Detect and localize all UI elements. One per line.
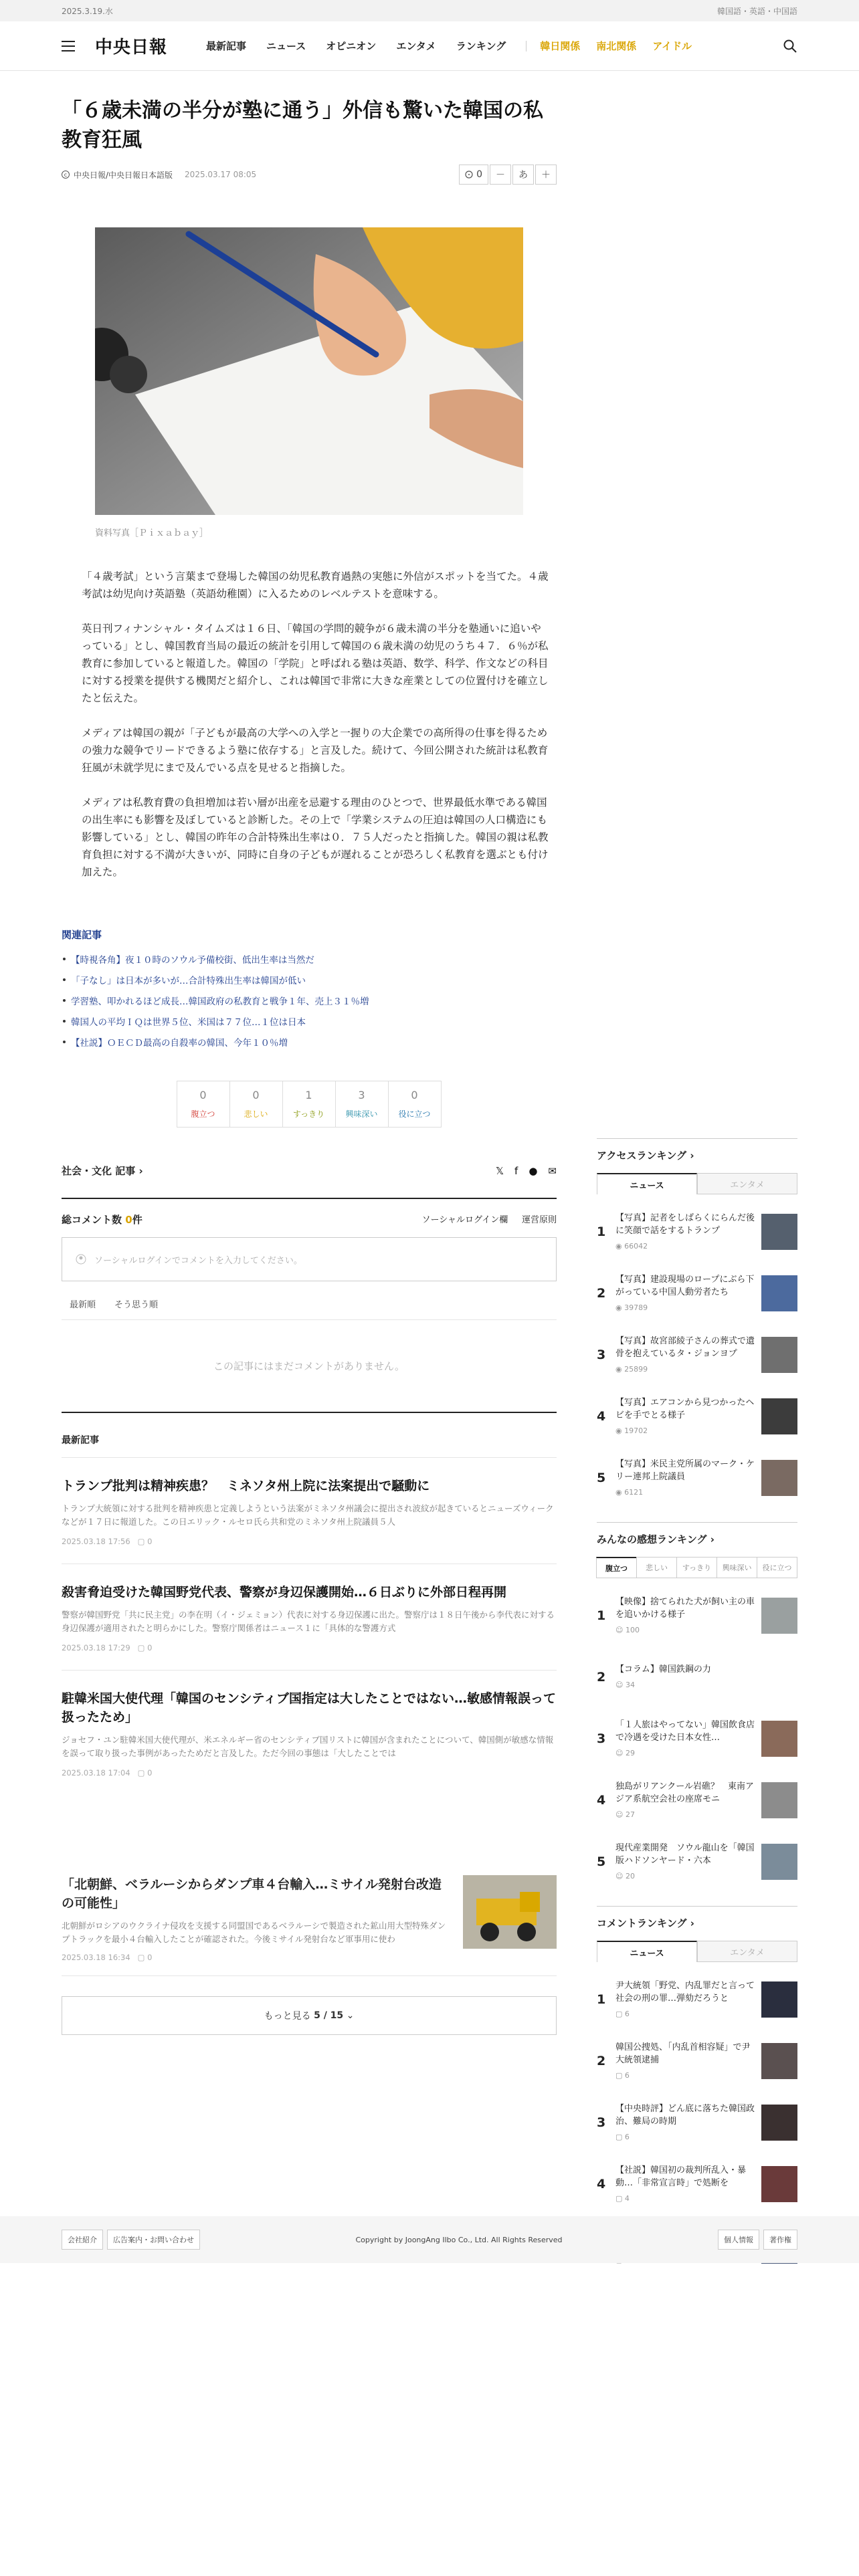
nav-divider (526, 41, 527, 51)
ranking-item[interactable]: 4 独島がリアンクール岩礁？ 東南アジア系航空会社の座席モニ ☺ 27 (597, 1769, 797, 1831)
ranking-thumbnail (761, 1721, 797, 1757)
reaction-label: 腹立つ (191, 1109, 215, 1119)
related-articles (62, 928, 557, 1049)
emotion-ranking-list (597, 1585, 797, 1893)
ranking-thumbnail (761, 1398, 797, 1434)
company-info-link[interactable]: 会社紹介 (62, 2230, 103, 2250)
article-photo (95, 227, 523, 515)
child-writing-image (95, 227, 523, 515)
latest-info: 2025.03.18 17:56 ▢ 0 (62, 1537, 153, 1546)
latest-desc: トランプ大統領に対する批判を精神疾患と定義しようという法案がミネソタ州議会に提出され波紋が起きているとニューズウィークなどが１７日に報道した。この日エリック・ルセロ氏ら共和党のミネソタ州上院議員５人 (62, 1503, 554, 1527)
tab-news[interactable]: ニュース (597, 1941, 697, 1962)
ranking-item[interactable]: 2 【写真】建設現場のロープにぶら下がっている中国人動労者たち ◉ 39789 (597, 1263, 797, 1324)
access-ranking-title[interactable]: アクセスランキング › (597, 1138, 797, 1162)
ranking-thumbnail (761, 1214, 797, 1250)
reaction-label: 悲しい (244, 1109, 268, 1119)
comment-icon (465, 171, 473, 179)
sidebar (597, 1138, 797, 2276)
ranking-thumbnail (761, 1981, 797, 2018)
sort-newest[interactable]: 最新順 (70, 1300, 96, 1310)
menu-icon[interactable] (62, 41, 75, 51)
nav-ranking[interactable]: ランキング (456, 40, 506, 52)
tab-interesting[interactable]: 興味深い (717, 1557, 757, 1578)
article-column (62, 71, 557, 2035)
comment-sort-tabs (62, 1297, 557, 1320)
feature-info: 2025.03.18 16:34 ▢ 0 (62, 1953, 153, 1962)
feature-desc: 北朝鮮がロシアのウクライナ侵攻を支援する同盟国であるベラルーシで製造された鉱山用大型特殊ダンプトラックを最小４台輸入したことが確認された。今後ミサイル発射台など軍事用に使わ (62, 1921, 446, 1944)
reaction-helpful[interactable] (388, 1081, 442, 1128)
tab-refreshing[interactable]: すっきり (676, 1557, 717, 1578)
related-link[interactable]: 学習塾、叩かれるほど成長…韓国政府の私教育と戦争１年、売上３１％増 (62, 994, 557, 1007)
facebook-share-icon[interactable]: f (514, 1164, 518, 1177)
ranking-thumbnail (761, 1844, 797, 1880)
comment-ranking-title[interactable]: コメントランキング › (597, 1906, 797, 1930)
tab-entertainment[interactable]: エンタメ (697, 1173, 797, 1194)
font-decrease-button[interactable]: － (490, 165, 511, 185)
user-icon (76, 1254, 86, 1265)
byline (62, 169, 256, 181)
mail-share-icon[interactable]: ✉ (548, 1164, 557, 1177)
reaction-label: すっきり (292, 1109, 325, 1119)
reaction-count: 0 (199, 1089, 207, 1101)
comments-header (62, 1198, 557, 1226)
comment-ranking-tabs (597, 1941, 797, 1962)
nav-korea-japan[interactable]: 韓日関係 (540, 40, 581, 52)
chevron-down-icon: ⌄ (346, 2010, 355, 2021)
reaction-count: 0 (411, 1089, 418, 1101)
reaction-count: 0 (252, 1089, 260, 1101)
article-meta (62, 165, 557, 185)
latest-item[interactable] (62, 1458, 557, 1564)
emotion-ranking-title[interactable]: みんなの感想ランキング › (597, 1522, 797, 1546)
footer-links-right (718, 2230, 797, 2250)
article-tools (459, 165, 557, 185)
font-increase-button[interactable]: ＋ (535, 165, 557, 185)
rules-link[interactable]: 運営原則 (521, 1215, 557, 1225)
site-header (0, 21, 859, 71)
nav-latest[interactable]: 最新記事 (206, 40, 247, 52)
ranking-thumbnail (761, 2105, 797, 2141)
social-login-label[interactable]: ソーシャルログイン欄 (421, 1215, 508, 1225)
related-link[interactable]: 【社説】ＯＥＣＤ最高の自殺率の韓国、今年１０％増 (62, 1035, 557, 1049)
latest-desc: 警察が韓国野党「共に民主党」の李在明（イ・ジェミョン）代表に対する身辺保護に出た。警察庁は１８日午後から李代表に対する身辺保護が適用されたと明らかにした。警察庁関係者はニュース１に「具体的な警護方式 (62, 1610, 555, 1633)
publish-date: 2025.03.17 08:05 (185, 170, 257, 179)
load-more-button[interactable]: もっと見る 5 / 15 ⌄ (62, 1996, 557, 2035)
emotion-tabs (597, 1557, 797, 1578)
ranking-item[interactable]: 2 韓国公捜処、「内乱首相容疑」で尹大統領逮捕 ▢ 6 (597, 2030, 797, 2092)
ranking-thumbnail (761, 2166, 797, 2202)
share-buttons (496, 1165, 557, 1177)
x-share-icon[interactable]: 𝕏 (495, 1164, 504, 1177)
page-indicator: 5 / 15 (314, 2010, 344, 2021)
tab-sad[interactable]: 悲しい (636, 1557, 677, 1578)
ranking-item[interactable]: 5 現代産業開発 ソウル龍山を「韓国版ハドソンヤード・六本 ☺ 20 (597, 1831, 797, 1893)
tab-angry[interactable]: 腹立つ (596, 1557, 637, 1578)
related-title: 関連記事 (62, 929, 102, 941)
ranking-item[interactable]: 1 尹大統領「野党、内乱罪だと言って社会の刑の罪…弾劾だろうと ▢ 6 (597, 1969, 797, 2030)
tool-comment-count: 0 (476, 169, 482, 180)
site-footer (0, 2216, 859, 2263)
copyright-text: Copyright by JoongAng Ilbo Co., Ltd. All Rights Reserved (355, 2235, 563, 2244)
ranking-thumbnail (761, 1598, 797, 1634)
ranking-item[interactable]: 1 【映像】捨てられた犬が飼い主の車を追いかける様子 ☺ 100 (597, 1585, 797, 1646)
article-paragraph: メディアは韓国の親が「子どもが最高の大学への入学と一握りの大企業での高所得の仕事を得るための強力な競争でリードできるよう塾に依存する」と言及した。続けて、今回公開された統計は私教育狂風が未就学児にまで及んでいる点を見せると指摘した。 (82, 727, 549, 774)
latest-item[interactable] (62, 1671, 557, 1795)
reaction-angry[interactable] (177, 1081, 230, 1128)
ranking-item[interactable]: 4 【社説】韓国初の裁判所乱入・暴動…「非常宣言時」で処断を ▢ 4 (597, 2153, 797, 2215)
tab-entertainment[interactable]: エンタメ (697, 1941, 797, 1962)
comments-count: 0 (125, 1214, 132, 1226)
section-link[interactable]: 社会・文化 記事 › (62, 1165, 143, 1177)
nav-entertainment[interactable]: エンタメ (396, 40, 436, 52)
comment-input[interactable] (62, 1237, 557, 1281)
reaction-sad[interactable] (229, 1081, 283, 1128)
copyright-link[interactable]: 著作権 (763, 2230, 797, 2250)
ranking-thumbnail (761, 1460, 797, 1496)
ranking-item[interactable]: 1 【写真】記者をしばらくにらんだ後に笑顔で話をするトランプ ◉ 66042 (597, 1201, 797, 1263)
ranking-item[interactable]: 3 【写真】故宮部綾子さんの葬式で遺骨を抱えているタ・ジョンヨプ ◉ 25899 (597, 1324, 797, 1386)
sort-agree[interactable]: そう思う順 (114, 1300, 159, 1310)
article-paragraph: 英日刊フィナンシャル・タイムズは１６日、「韓国の学問的競争が６歳未満の半分を塾通いに追いやっている」とし、韓国教育当局の最近の統計を引用して韓国の６歳未満の幼児のうち４７．６％が私教育に参加していると報道した。韓国の「学院」と呼ばれる塾は英語、数学、科学、作文などの科目に対する授業を提供する機関だと紹介し、これは韓国で非常に大きな産業としての位置付けを確立したと伝えた。 (82, 623, 549, 704)
language-links[interactable]: 韓国語・英語・中国語 (717, 6, 797, 16)
feature-headline[interactable]: 「北朝鮮、ベラルーシからダンプ車４台輸入…ミサイル発射台改造の可能性」 (62, 1877, 442, 1911)
access-ranking-list (597, 1201, 797, 1509)
section-bar (62, 1164, 557, 1187)
font-label: あ (512, 165, 534, 185)
tab-news[interactable]: ニュース (597, 1173, 697, 1194)
comment-count-button[interactable] (459, 165, 488, 185)
ranking-thumbnail (761, 2043, 797, 2079)
feature-article[interactable] (62, 1875, 557, 1976)
ranking-item[interactable]: 2 【コラム】韓国鉄鋼の力 ☺ 34 (597, 1665, 711, 1689)
nav-idol[interactable]: アイドル (652, 40, 692, 52)
search-icon[interactable] (783, 39, 797, 53)
comment-links (421, 1212, 557, 1226)
current-date: 2025.3.19.水 (62, 6, 113, 16)
dump-truck-image[interactable] (463, 1875, 557, 1949)
ranking-thumbnail (761, 1275, 797, 1311)
main-nav (206, 39, 708, 53)
nav-news[interactable]: ニュース (266, 40, 306, 52)
ad-contact-link[interactable]: 広告案内・お問い合わせ (107, 2230, 200, 2250)
latest-info: 2025.03.18 17:04 ▢ 0 (62, 1768, 153, 1778)
nav-north-south[interactable]: 南北関係 (596, 40, 637, 52)
latest-desc: ジョセフ・ユン駐韓米国大使代理が、米エネルギー省のセンシティブ国リストに韓国が含まれたことについて、韓国側が敏感な情報を誤って取り扱った事例があったためだと言及した。ただ今回の事態は「大したことでは (62, 1735, 554, 1758)
latest-headline[interactable]: 駐韓米国大使代理「韓国のセンシティブ国指定は大したことではない…敏感情報誤って扱ったため」 (62, 1691, 557, 1725)
article-headline: 「６歳未満の半分が塾に通う」外信も驚いた韓国の私教育狂風 (62, 99, 543, 152)
ranking-item[interactable]: 3 【中央時評】どん底に落ちた韓国政治、難局の時期 ▢ 6 (597, 2092, 797, 2153)
comments-title: 総コメント数 0件 (62, 1214, 142, 1226)
reaction-count: 3 (358, 1089, 365, 1101)
reaction-label: 興味深い (345, 1109, 378, 1119)
latest-headline[interactable]: トランプ批判は精神疾患？ ミネソタ州上院に法案提出で騒動に (62, 1479, 430, 1493)
reaction-label: 役に立つ (398, 1109, 431, 1119)
ranking-item[interactable]: 3 「１人旅はやってない」韓国飲食店で冷遇を受けた日本女性… ☺ 29 (597, 1708, 797, 1769)
ranking-thumbnail (761, 1782, 797, 1818)
reaction-interesting[interactable] (335, 1081, 389, 1128)
latest-info: 2025.03.18 17:29 ▢ 0 (62, 1643, 153, 1652)
copyright-icon: c (62, 171, 70, 179)
article-body (82, 568, 550, 881)
reaction-buttons (62, 1081, 557, 1128)
access-tabs (597, 1173, 797, 1194)
related-link[interactable]: 韓国人の平均ＩＱは世界５位、米国は７７位…１位は日本 (62, 1014, 557, 1028)
ranking-thumbnail (761, 1337, 797, 1373)
footer-links-left (62, 2230, 200, 2250)
ranking-item[interactable]: 4 【写真】エアコンから見つかったヘビを手でとる様子 ◉ 19702 (597, 1386, 797, 1447)
tab-helpful[interactable]: 役に立つ (757, 1557, 797, 1578)
comment-placeholder: ソーシャルログインでコメントを入力してください。 (94, 1255, 302, 1266)
reaction-count: 1 (305, 1089, 312, 1101)
ranking-item[interactable]: 5 【写真】米民主党所属のマーク・ケリー連邦上院議員 ◉ 6121 (597, 1447, 797, 1509)
byline-source: 中央日報/中央日報日本語版 (74, 170, 173, 180)
latest-item[interactable] (62, 1564, 557, 1671)
site-logo[interactable]: 中央日報 (95, 37, 168, 58)
article-paragraph: 「４歳考試」という言葉まで登場した韓国の幼児私教育過熱の実態に外信がスポットを当てた。４歳考試は幼児向け英語塾（英語幼稚園）に入るためのレベルテストを意味する。 (82, 570, 549, 600)
latest-headline[interactable]: 殺害脅迫受けた韓国野党代表、警察が身辺保護開始…６日ぶりに外部日程再開 (62, 1585, 507, 1600)
privacy-link[interactable]: 個人情報 (718, 2230, 759, 2250)
message-share-icon[interactable]: ● (529, 1164, 538, 1177)
latest-title: 最新記事 (62, 1433, 557, 1458)
related-link[interactable]: 「子なし」は日本が多いが…合計特殊出生率は韓国が低い (62, 973, 557, 986)
empty-comments-message: この記事にはまだコメントがありません。 (62, 1320, 557, 1413)
article-paragraph: メディアは私教育費の負担増加は若い層が出産を忌避する理由のひとつで、世界最低水準である韓国の出生率にも影響を及ぼしていると診断した。その上で「学業システムの圧迫は韓国の人口構造にも影響している」とし、韓国の昨年の合計特殊出生率は０．７５人だったと指摘した。韓国の親は私教育負担に対する不満が大きいが、同時に自身の子どもが遅れることが恐ろしく私教育を選ぶとも付け加えた。 (82, 796, 549, 878)
nav-opinion[interactable]: オピニオン (326, 40, 377, 52)
photo-caption: 資料写真［Ｐｉｘａｂａｙ］ (95, 528, 209, 538)
related-link[interactable]: 【時視各角】夜１０時のソウル予備校街、低出生率は当然だ (62, 952, 557, 966)
top-bar (0, 0, 859, 21)
reaction-refreshing[interactable] (282, 1081, 336, 1128)
